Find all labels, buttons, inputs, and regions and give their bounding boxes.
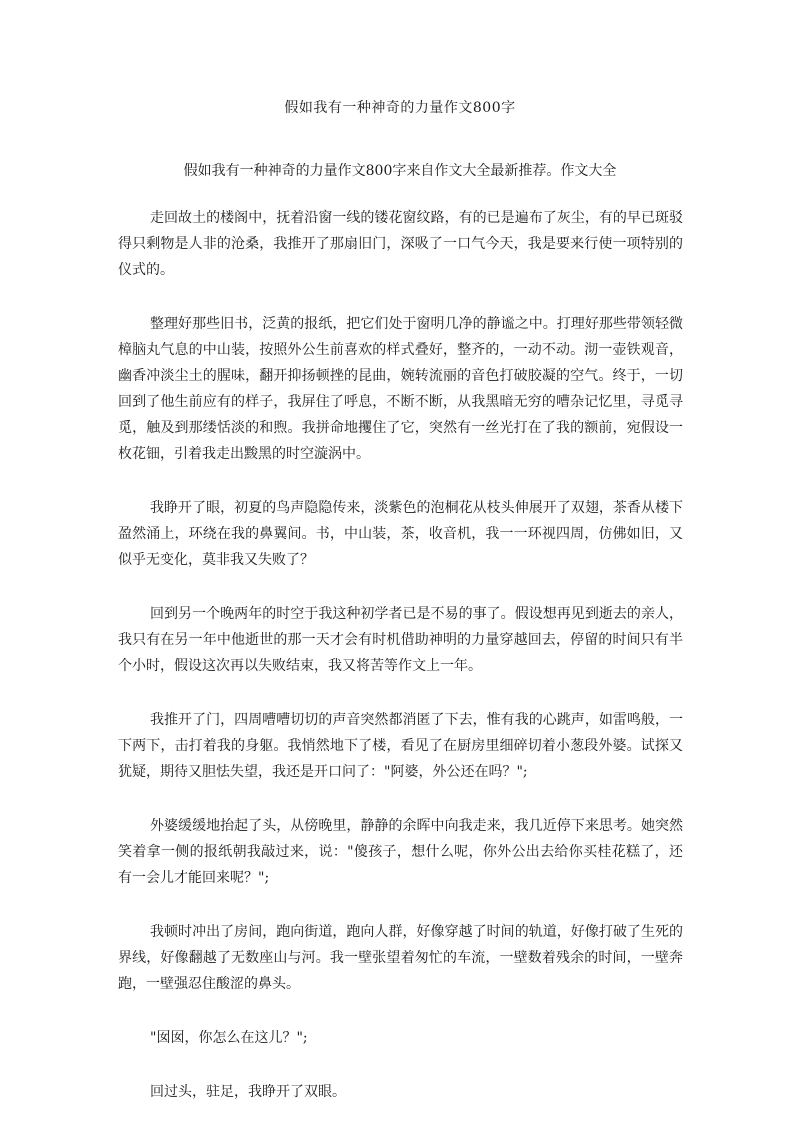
paragraph: 整理好那些旧书，泛黄的报纸，把它们处于窗明几净的静谧之中。打理好那些带领轻微樟脑丸气息的中山装，按照外公生前喜欢的样式叠好，整齐的，一动不动。沏一壶铁观音，幽香冲淡尘土的腥味，翻开抑扬顿挫的昆曲，婉转流丽的音色打破胶凝的空气。终于，一切回到了他生前应有的样子，我屏住了呼息，不断不断，从我黑暗无穷的嘈杂记忆里，寻觅寻觅，触及到那缕恬淡的和煦。我拼命地攫住了它，突然有一丝光打在了我的额前，宛假设一枚花钿，引着我走出黢黑的时空漩涡中。 xyxy=(118,316,683,462)
paragraph: 外婆缓缓地抬起了头，从傍晚里，静静的余晖中向我走来，我几近停下来思考。她突然笑着拿一侧的报纸朝我敲过来，说："傻孩子，想什么呢，你外公出去给你买桂花糕了，还有一会儿才能回来呢？"; xyxy=(118,818,683,886)
paragraph: 回过头，驻足，我睁开了双眼。 xyxy=(150,1084,346,1100)
document-body xyxy=(118,205,683,1133)
paragraph: "囡囡，你怎么在这儿？"; xyxy=(150,1030,308,1046)
paragraph: 我推开了门，四周嘈嘈切切的声音突然都消匿了下去，惟有我的心跳声，如雷鸣般，一下两下，击打着我的身躯。我悄然地下了楼，看见了在厨房里细碎切着小葱段外婆。试探又犹疑，期待又胆怯失望，我还是开口问了："阿婆，外公还在吗？"; xyxy=(118,712,683,780)
paragraph: 我顿时冲出了房间，跑向街道，跑向人群，好像穿越了时间的轨道，好像打破了生死的界线，好像翻越了无数座山与河。我一壁张望着匆忙的车流，一壁数着残余的时间，一壁奔跑，一壁强忍住酸涩的鼻头。 xyxy=(118,924,683,992)
paragraph: 我睁开了眼，初夏的鸟声隐隐传来，淡紫色的泡桐花从枝头伸展开了双翅，茶香从楼下盈然涌上，环绕在我的鼻翼间。书，中山装，茶，收音机，我一一环视四周，仿佛如旧，又似乎无变化，莫非我又失败了？ xyxy=(118,500,683,568)
paragraph: 走回故土的楼阁中，抚着沿窗一线的镂花窗纹路，有的已是遍布了灰尘，有的早已斑驳得只剩物是人非的沧桑，我推开了那扇旧门，深吸了一口气今天，我是要来行使一项特别的仪式的。 xyxy=(118,210,683,278)
document-title: 假如我有一种神奇的力量作文800字 xyxy=(284,100,516,116)
paragraph: 回到另一个晚两年的时空于我这种初学者已是不易的事了。假设想再见到逝去的亲人，我只有在另一年中他逝世的那一天才会有时机借助神明的力量穿越回去，停留的时间只有半个小时，假设这次再以失败结束，我又将苦等作文上一年。 xyxy=(118,606,683,674)
document-subtitle: 假如我有一种神奇的力量作文800字来自作文大全最新推荐。作文大全 xyxy=(183,163,617,179)
